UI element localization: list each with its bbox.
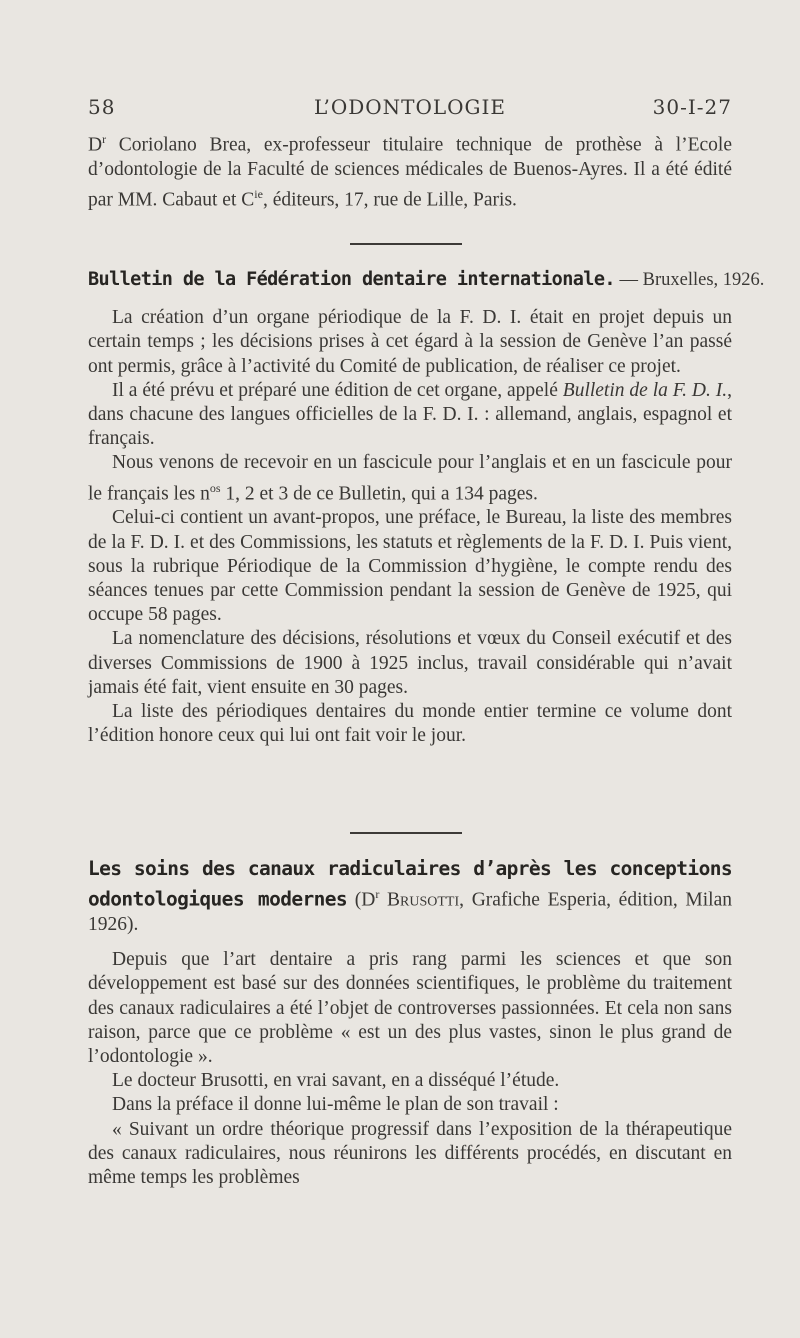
- bulletin-heading: Bulletin de la Fédération dentaire internationale.: [88, 269, 615, 290]
- soins-paragraph-3: Dans la préface il donne lui-même le plan de son travail :: [112, 1094, 559, 1116]
- bulletin-paragraph-3: Nous venons de recevoir en un fascicule pour l’anglais et en un fascicule pour le français les $n^{os}$ 1, 2 et 3 de ce Bulletin, qui a 134 pages.: [88, 452, 732, 505]
- section-divider: [350, 832, 462, 834]
- bulletin-paragraph-2: Il a été prévu et préparé une édition de cet organe, appelé Bulletin de la F. D. I., dans chacune des langues officielles de la F. D. I. : allemand, anglais, espagnol et français.: [88, 379, 732, 450]
- soins-paragraph-4: « Suivant un ordre théorique progressif dans l’exposition de la thérapeutique des canaux radiculaires, nous réunirons les différents procédés, en discutant en même temps les problèmes: [88, 1118, 732, 1188]
- issue-date: 30-I-27: [652, 95, 732, 119]
- bulletin-paragraph-4: Celui-ci contient un avant-propos, une préface, le Bureau, la liste des membres de la F. D. I. et des Commissions, les statuts et règlements de la F. D. I. Puis vient, sous la rubrique Périodique de la Commission d’hygiène, le compte rendu des séances tenues par cette Commission pendant la session de Genève de 1925, qui occupe 58 pages.: [88, 507, 732, 626]
- bulletin-heading-tail: — Bruxelles, 1926.: [614, 270, 765, 290]
- bulletin-paragraph-1: La création d’un organe périodique de la F. D. I. était en projet depuis un certain temps ; les décisions prises à cet égard à la session de Genève l’an passé ont permis, grâce à l’activité du Comité de publication, de réaliser ce projet.: [88, 307, 732, 377]
- soins-paragraph-1: Depuis que l’art dentaire a pris rang parmi les sciences et que son développement est basé sur des données scientifiques, le problème du traitement des canaux radiculaires a été l’objet de controverses passionnées. Et cela non sans raison, parce que ce problème « est un des plus vastes, sinon le plus grand de l’odontologie ».: [88, 949, 732, 1067]
- intro-paragraph: $D^r$ Coriolano Brea, ex-professeur titulaire technique de prothèse à l’Ecole d’odontologie de la Faculté de sciences médicales de Buenos-Ayres. Il a été édité par MM. Cabaut et $C^{ie}$, éditeurs, 17, rue de Lille, Paris.: [88, 132, 732, 211]
- soins-section: [88, 857, 732, 1190]
- bulletin-paragraph-5: La nomenclature des décisions, résolutions et vœux du Conseil exécutif et des diverses Commissions de 1900 à 1925 inclus, travail considérable qui n’avait jamais été fait, vient ensuite en 30 pages.: [88, 628, 732, 698]
- section-divider: [350, 243, 462, 245]
- journal-title: L’ODONTOLOGIE: [313, 95, 507, 119]
- bulletin-section: [88, 268, 765, 748]
- soins-paragraph-2: Le docteur Brusotti, en vrai savant, en a disséqué l’étude.: [112, 1070, 560, 1092]
- soins-heading-block: Les soins des canaux radiculaires d’après les conceptions odontologiques modernes ($D^r$ Brusotti, Grafiche Esperia, édition, Milan 1926).: [88, 857, 732, 935]
- soins-heading: Les soins des canaux radiculaires d’après les conceptions odontologiques modernes: [88, 857, 732, 911]
- bulletin-paragraph-6: La liste des périodiques dentaires du monde entier termine ce volume dont l’édition honore ceux qui lui ont fait voir le jour.: [88, 700, 732, 747]
- page-number: 58: [88, 95, 116, 119]
